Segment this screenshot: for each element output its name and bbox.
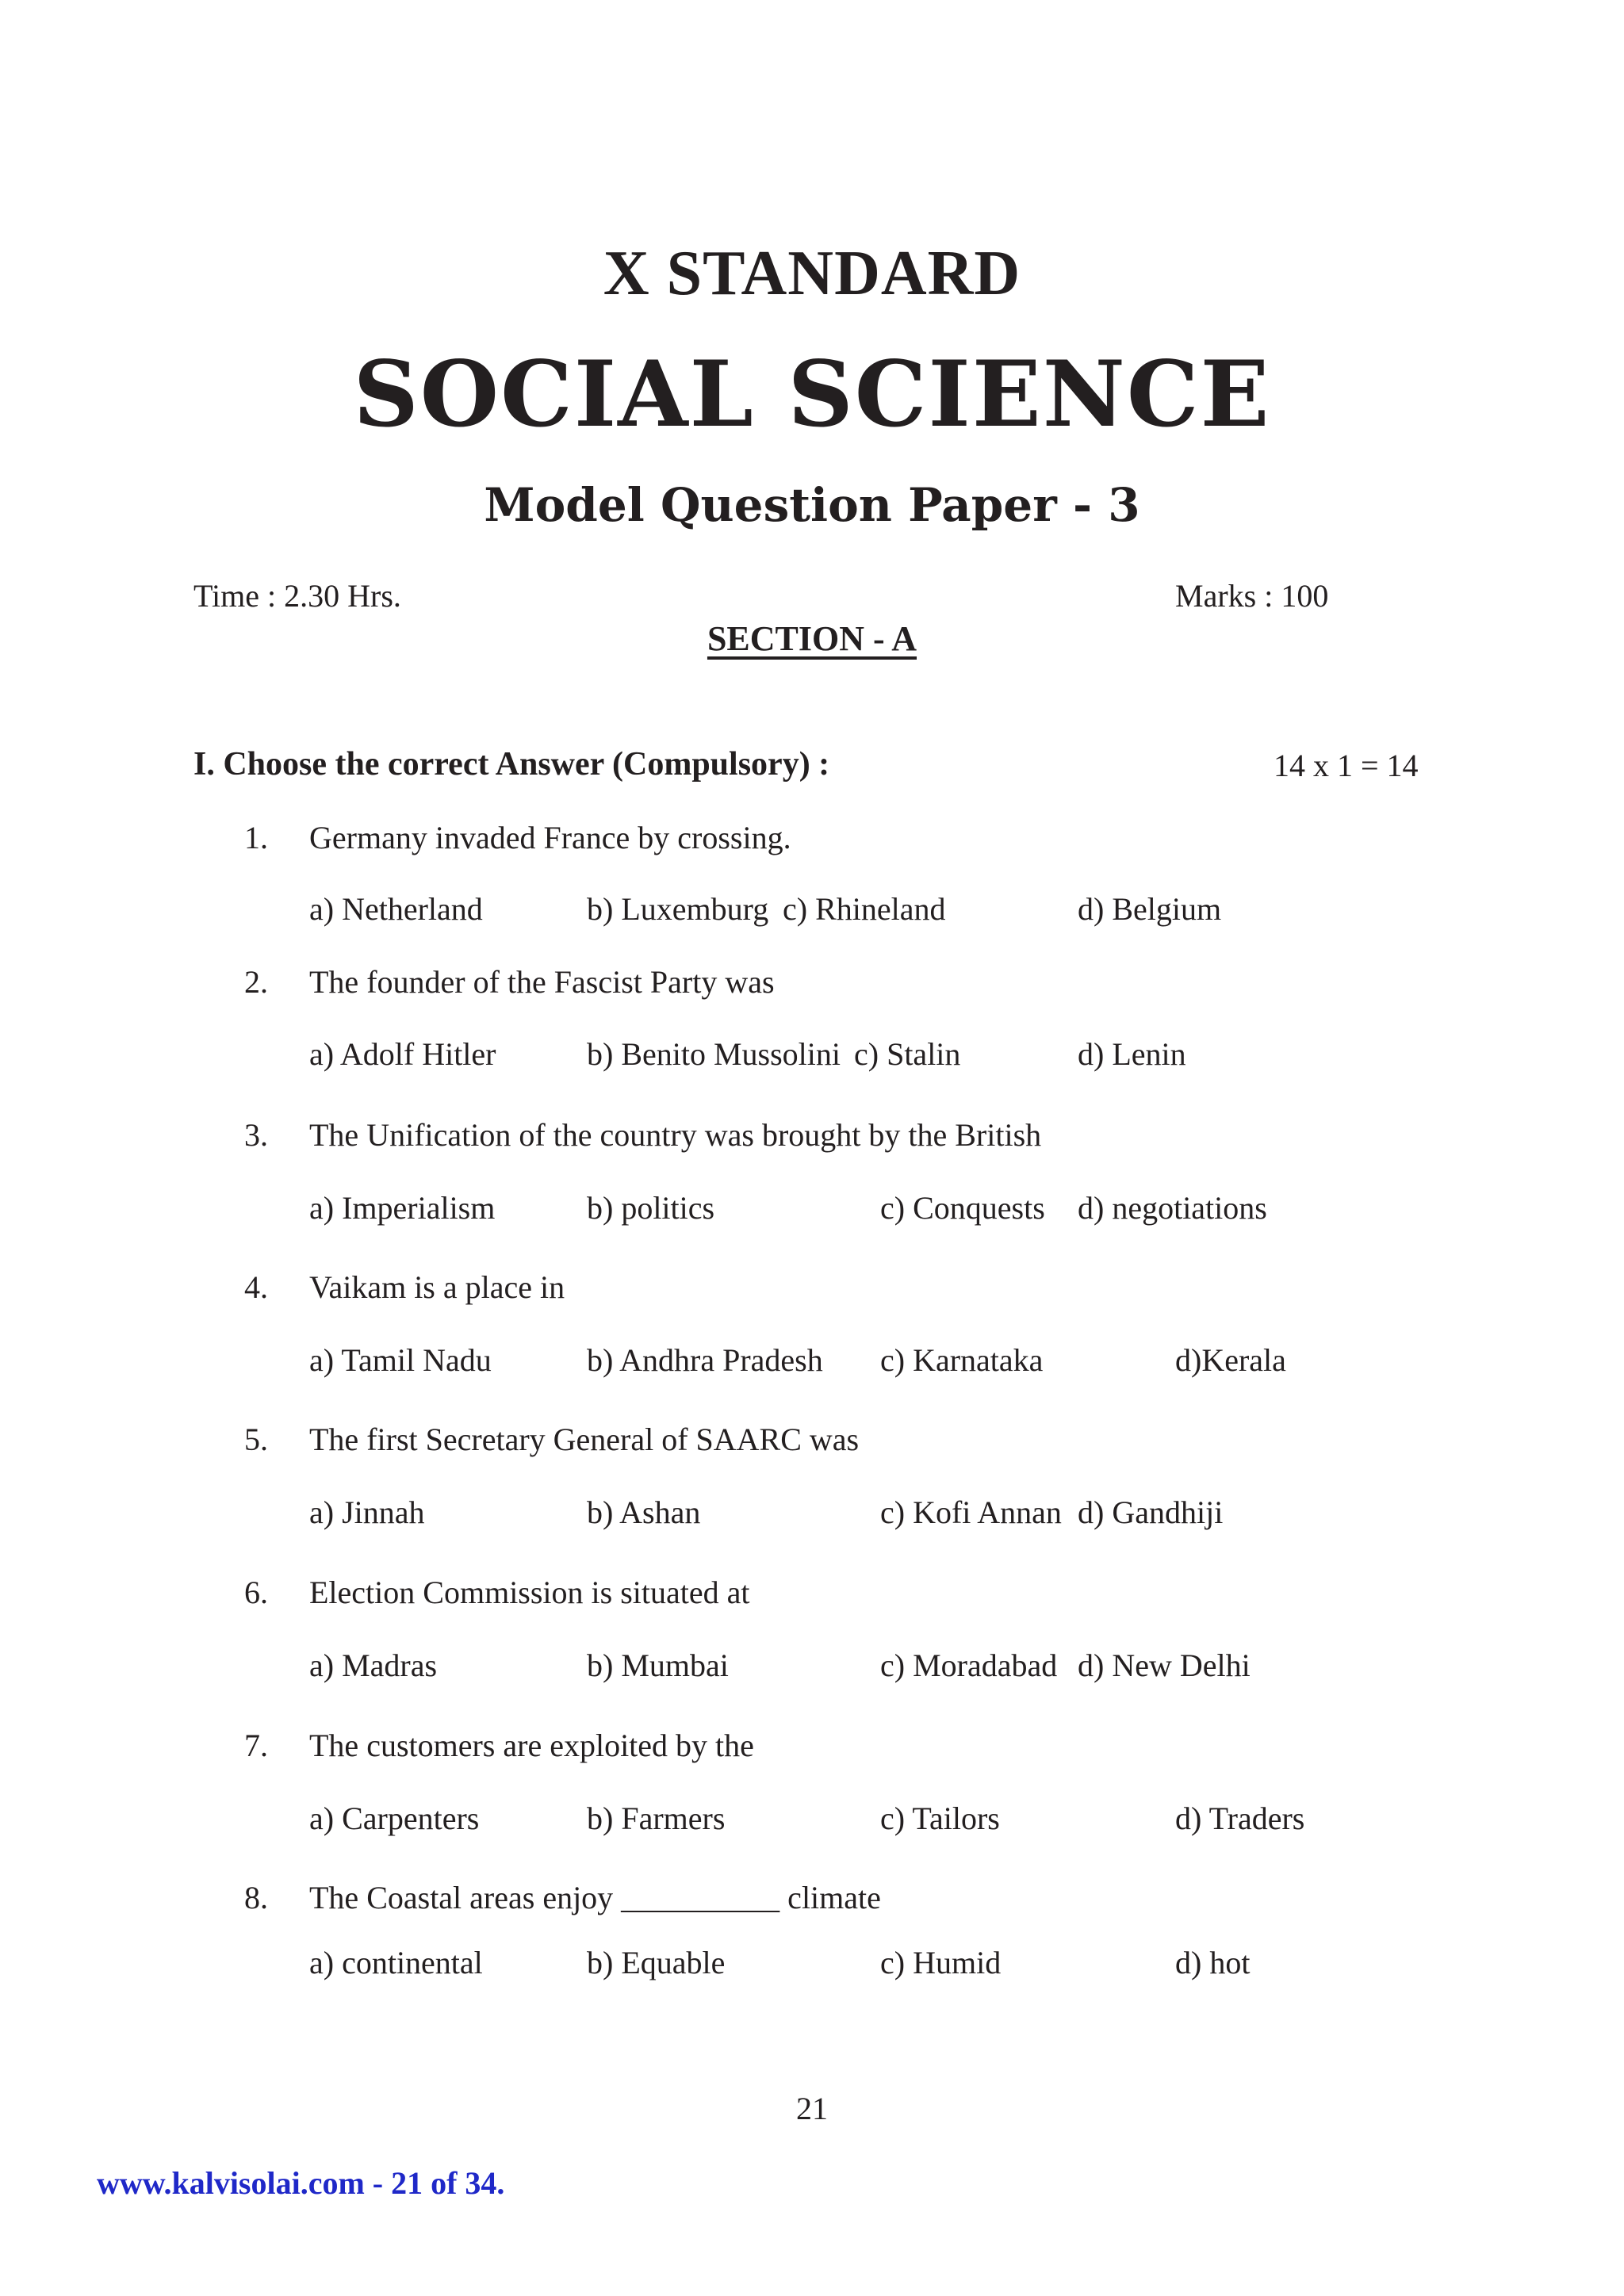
question-text: The Coastal areas enjoy __________ climate	[309, 1880, 881, 1915]
instruction-heading: I. Choose the correct Answer (Compulsory) :	[193, 746, 830, 783]
option-c: c) Tailors	[880, 1800, 1000, 1836]
question-number: 7.	[244, 1728, 268, 1763]
question-number: 4.	[244, 1269, 268, 1305]
options-5	[0, 1494, 1624, 1541]
option-c: c) Conquests	[880, 1190, 1045, 1226]
page-number: 21	[796, 2091, 828, 2126]
options-1	[0, 890, 1624, 938]
option-a: a) Netherland	[309, 891, 483, 927]
option-d: d) Gandhiji	[1078, 1494, 1224, 1530]
question-text: The Unification of the country was brought by the British	[309, 1117, 1042, 1153]
option-a: a) Jinnah	[309, 1494, 425, 1530]
options-6	[0, 1647, 1624, 1694]
option-b: b) Mumbai	[587, 1647, 729, 1683]
paper-title: Model Question Paper - 3	[484, 478, 1140, 532]
option-d: d) Traders	[1175, 1800, 1305, 1836]
option-b: b) politics	[587, 1190, 715, 1226]
option-a: a) Imperialism	[309, 1190, 496, 1226]
option-d: d)Kerala	[1175, 1342, 1286, 1378]
option-b: b) Farmers	[587, 1800, 726, 1836]
question-text: The customers are exploited by the	[309, 1728, 754, 1763]
option-a: a) Madras	[309, 1647, 438, 1683]
option-b: b) Luxemburg	[587, 891, 769, 927]
question-number: 3.	[244, 1117, 268, 1153]
question-number: 6.	[244, 1575, 268, 1610]
question-5	[0, 1421, 1624, 1468]
time-label: Time : 2.30 Hrs.	[193, 578, 401, 614]
option-a: a) continental	[309, 1945, 483, 1980]
question-1	[0, 819, 1624, 867]
options-7	[0, 1800, 1624, 1847]
question-4	[0, 1269, 1624, 1316]
option-c: c) Moradabad	[880, 1647, 1058, 1683]
marks-label: Marks : 100	[1175, 578, 1329, 614]
option-d: d) hot	[1175, 1945, 1251, 1980]
question-7	[0, 1727, 1624, 1774]
option-c: c) Humid	[880, 1945, 1002, 1980]
question-number: 2.	[244, 964, 268, 1000]
question-number: 1.	[244, 820, 268, 855]
question-text: Vaikam is a place in	[309, 1269, 565, 1305]
section-heading	[0, 618, 1624, 659]
option-c: c) Stalin	[854, 1036, 961, 1072]
options-4	[0, 1341, 1624, 1389]
question-8	[0, 1879, 1624, 1927]
option-d: d) New Delhi	[1078, 1647, 1251, 1683]
option-d: d) Lenin	[1078, 1036, 1186, 1072]
section-heading-text: SECTION - A	[707, 619, 917, 658]
options-3	[0, 1189, 1624, 1237]
question-2	[0, 963, 1624, 1011]
marks-calculation: 14 x 1 = 14	[1274, 748, 1419, 783]
options-2	[0, 1035, 1624, 1083]
option-c: c) Kofi Annan	[880, 1494, 1062, 1530]
option-c: c) Rhineland	[783, 891, 946, 927]
option-b: b) Ashan	[587, 1494, 701, 1530]
subject-title: SOCIAL SCIENCE	[353, 341, 1271, 447]
option-d: d) Belgium	[1078, 891, 1222, 927]
question-6	[0, 1574, 1624, 1621]
options-8	[0, 1944, 1624, 1992]
option-c: c) Karnataka	[880, 1342, 1044, 1378]
option-a: a) Carpenters	[309, 1800, 480, 1836]
option-b: b) Equable	[587, 1945, 726, 1980]
option-a: a) Tamil Nadu	[309, 1342, 492, 1378]
standard-title: X STANDARD	[603, 239, 1021, 308]
question-3	[0, 1116, 1624, 1164]
question-text: Election Commission is situated at	[309, 1575, 750, 1610]
question-number: 8.	[244, 1880, 268, 1915]
option-b: b) Benito Mussolini	[587, 1036, 841, 1072]
question-text: Germany invaded France by crossing.	[309, 820, 791, 855]
option-b: b) Andhra Pradesh	[587, 1342, 823, 1378]
option-a: a) Adolf Hitler	[309, 1036, 496, 1072]
footer-website: www.kalvisolai.com - 21 of 34.	[97, 2165, 505, 2201]
option-d: d) negotiations	[1078, 1190, 1267, 1226]
question-text: The founder of the Fascist Party was	[309, 964, 775, 1000]
question-text: The first Secretary General of SAARC was	[309, 1422, 860, 1457]
question-number: 5.	[244, 1422, 268, 1457]
